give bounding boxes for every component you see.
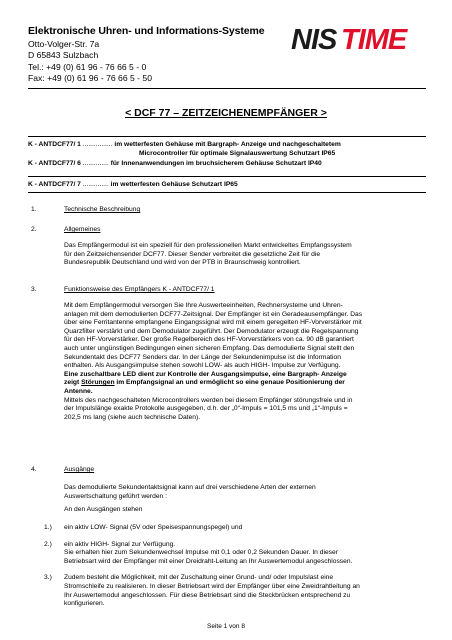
body-line: Stromschleife zu realisieren. In dieser Betriebsart wird der Empfänger über eine Zweidrahtleitung an — [64, 582, 360, 590]
list-item — [44, 524, 426, 533]
header-divider — [28, 88, 426, 89]
section-body — [64, 302, 426, 422]
body-line-bold: Antenne. — [64, 387, 93, 395]
product-list — [28, 141, 428, 169]
section-heading: Ausgänge — [64, 466, 95, 473]
body-line: 202,5 ms lang (siehe auch technische Daten). — [64, 413, 201, 421]
list-number: 3.) — [44, 574, 52, 582]
section-heading: Technische Beschreibung — [64, 206, 141, 213]
section-number: 1. — [31, 206, 37, 213]
body-line: Quarzfilter verstärkt und dem Demodulator zugeführt. Der Demodulator erzeugt die Regelspannung — [64, 327, 359, 335]
product-dots: .............. — [80, 181, 109, 188]
body-line: Das demodulierte Sekundentaktsignal kann auf drei verschiedene Arten der externen — [64, 484, 316, 491]
title-divider — [28, 136, 426, 137]
list-number: 2.) — [44, 540, 52, 548]
section-number: 2. — [31, 226, 37, 233]
body-line: auch unter ungünstigen Bedingungen einen sicheren Empfang. Das demodulierte Signal stellt den — [64, 344, 355, 352]
body-line: Mit dem Empfängermodul versorgen Sie Ihre Auswerteeinheiten, Rechnersysteme und Uhren- — [64, 302, 343, 309]
page-footer: Seite 1 von 8 — [207, 623, 245, 630]
product-row — [28, 141, 428, 150]
address-city: D 65843 Sulzbach — [28, 50, 99, 61]
nistime-logo — [289, 22, 417, 54]
section-number: 4. — [31, 466, 37, 473]
body-line: ein aktiv LOW- Signal (5V oder Speisespannungspegel) und — [64, 524, 243, 531]
body-line: für den Zeitzeichensender DCF77. Dieser Sender verbreitet die gesetzliche Zeit für die — [64, 250, 321, 258]
logo-text-time: TIME — [341, 24, 407, 54]
body-line: konfigurieren. — [64, 600, 105, 608]
company-name: Elektronische Uhren- und Informations-Systeme — [28, 25, 265, 37]
body-line: über eine Ferritantenne empfangene Eingangssignal wird mit einem geregelten HF-Vorverstärker mit — [64, 319, 362, 327]
address-fax: Fax: +49 (0) 61 96 - 76 66 5 - 50 — [28, 73, 152, 84]
list-item — [44, 541, 426, 567]
logo-text-nis: NIS — [291, 24, 337, 54]
body-line-bold: zeigt Störungen im Empfangsignal an und ermöglicht so eine genaue Positionierung der — [64, 379, 345, 387]
body-line: Sekundentakt des DCF77 Senders dar. In der Länge der Sekundenimpulse ist die Information — [64, 353, 341, 361]
list-number: 1.) — [44, 524, 52, 531]
body-line: Mittels des nachgeschalteten Microcontrollers werden bei diesem Empfänger störungsfreie und in — [64, 396, 353, 404]
section-heading: Funktionsweise des Empfängers K - ANTDCF77/ 1 — [64, 286, 215, 293]
section-body — [64, 242, 424, 268]
body-line-bold: Eine zuschaltbare LED dient zur Kontrolle der Ausgangsimpulse, eine Bargraph- Anzeige — [64, 370, 347, 378]
body-line: Betriebsart wird der Empfänger mit einer Dreidraht-Leitung an Ihr Auswertemodul angeschlossen. — [64, 557, 353, 565]
product-desc: im wetterfesten Gehäuse Schutzart IP65 — [110, 181, 238, 188]
product-row — [28, 181, 238, 190]
body-line: Das Empfängermodul ist ein speziell für den professionellen Markt entwickeltes Empfangssystem — [64, 242, 352, 249]
body-line: der Impulslänge exakte Protokolle ausgegeben, d.h. der „0“-Impuls = 101,5 ms und „1“-Impuls = — [64, 405, 348, 413]
stoerungen-emphasis: Störungen — [81, 379, 115, 387]
body-line: Bundesrepublik Deutschland und wird von der PTB in Braunschweig kontrolliert. — [64, 259, 301, 267]
section-number: 3. — [31, 286, 37, 293]
body-line: ein aktiv HIGH- Signal zur Verfügung. — [64, 540, 176, 548]
product-dots: ................ — [80, 141, 113, 148]
body-line: Zudem besteht die Möglichkeit, mit der Zuschaltung einer Grund- und/ oder Impulslast eine — [64, 574, 334, 582]
body-line: Sie erhalten hier zum Sekundenwechsel Impulse mit 0,1 oder 0,2 Sekunden Dauer. In dieser — [64, 549, 338, 557]
product-divider — [28, 176, 426, 177]
body-line: für den HF-Vorverstärker. Der große Regelbereich des HF-Vorverstärkers von ca. 90 dB garantiert — [64, 336, 354, 344]
document-title: < DCF 77 – ZEITZEICHENEMPFÄNGER > — [125, 107, 327, 119]
product-code: K - ANTDCF77/ 7 — [28, 181, 81, 188]
product-desc-cont: Microcontroller für optimale Signalauswertung Schutzart IP65 — [139, 149, 336, 157]
address-street: Otto-Volger-Str. 7a — [28, 39, 100, 49]
product-dots: .............. — [80, 160, 109, 168]
body-line: enthalten. Als Ausgangsimpulse stehen sowohl LOW- als auch HIGH- Impulse zur Verfügung. — [64, 362, 341, 370]
output-list — [44, 524, 426, 609]
body-line: Ihr Auswertemodul angeschlossen. Für diese Betriebsart sind die Steckbrücken entsprechend zu — [64, 591, 351, 599]
company-address — [28, 39, 152, 85]
product-code: K - ANTDCF77/ 1 — [28, 141, 81, 148]
body-line: anlagen mit dem demodulierten DCF77-Zeitsignal. Der Empfänger ist ein Geradeausempfänger. Das — [64, 310, 363, 318]
list-item — [44, 574, 426, 608]
body-line: Auswertschaltung geführt werden : — [64, 492, 167, 500]
section-heading: Allgemeines — [64, 226, 101, 233]
section-body — [64, 484, 426, 501]
section-lead: An den Ausgängen stehen — [64, 506, 143, 513]
product-desc: im wetterfesten Gehäuse mit Bargraph- Anzeige und nachgeschaltetem — [114, 141, 341, 148]
product-divider — [28, 192, 426, 193]
product-desc: für Innenanwendungen im bruchsicherem Gehäuse Schutzart IP40 — [110, 160, 322, 168]
product-code: K - ANTDCF77/ 6 — [28, 160, 81, 168]
product-row — [28, 160, 428, 169]
address-phone: Tel.: +49 (0) 61 96 - 76 66 5 - 0 — [28, 61, 147, 72]
